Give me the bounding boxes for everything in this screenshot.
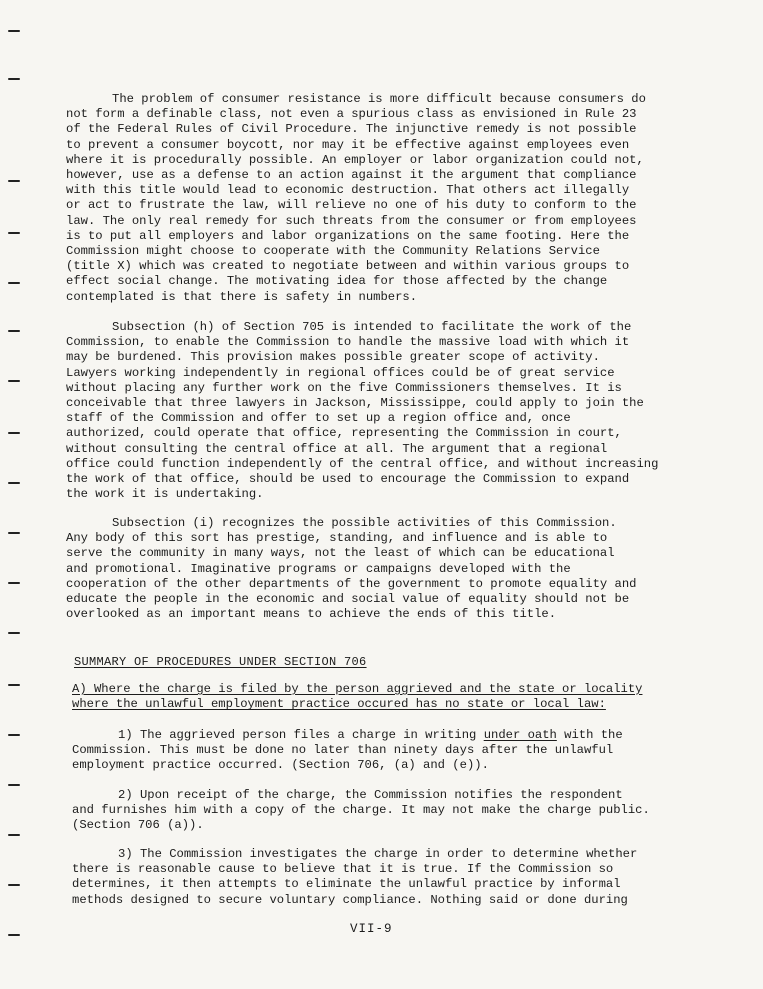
- margin-mark: [8, 784, 20, 786]
- margin-mark: [8, 632, 20, 634]
- margin-mark: [8, 380, 20, 382]
- text-line: determines, it then attempts to eliminate the unlawful practice by informal: [72, 877, 621, 892]
- text-line: effect social change. The motivating idea for those affected by the change: [66, 274, 608, 289]
- text-line: 2) Upon receipt of the charge, the Commission notifies the respondent: [118, 788, 623, 802]
- margin-mark: [8, 532, 20, 534]
- text-line: Subsection (i) recognizes the possible activities of this Commission.: [112, 516, 617, 530]
- text-line: or act to frustrate the law, will relieve no one of his duty to conform to the: [66, 198, 637, 213]
- text-line: where it is procedurally possible. An employer or labor organization could not,: [66, 152, 644, 167]
- text-line: to prevent a consumer boycott, nor may it be effective against employees even: [66, 137, 630, 152]
- step-3: [72, 847, 694, 908]
- text-line: law. The only real remedy for such threats from the consumer or from employees: [66, 213, 637, 228]
- text-line: (title X) which was created to negotiate between and within various groups to: [66, 259, 630, 274]
- text-line: serve the community in many ways, not the least of which can be educational: [66, 546, 615, 561]
- paragraph-subsection-h: [66, 320, 688, 502]
- section-heading: SUMMARY OF PROCEDURES UNDER SECTION 706: [74, 655, 367, 669]
- step-1: [72, 728, 694, 774]
- text-line: conceivable that three lawyers in Jackson, Mississippe, could apply to join the: [66, 396, 644, 411]
- text-line: office could function independently of the central office, and without increasing: [66, 456, 659, 471]
- text-line: staff of the Commission and offer to set up a region office and, once: [66, 411, 571, 426]
- text-line: contemplated is that there is safety in numbers.: [66, 289, 418, 304]
- text-line: cooperation of the other departments of the government to promote equality and: [66, 576, 637, 591]
- margin-mark: [8, 232, 20, 234]
- subheading-case-a: [72, 682, 694, 712]
- text-line: where the unlawful employment practice occured has no state or local law:: [72, 697, 606, 712]
- underlined-phrase: under oath: [483, 728, 557, 742]
- text-line: Commission. This must be done no later than ninety days after the unlawful: [72, 743, 614, 758]
- text-line: overlooked as an important means to achieve the ends of this title.: [66, 607, 557, 622]
- page-number: VII-9: [350, 922, 393, 936]
- margin-mark: [8, 684, 20, 686]
- text-line: educate the people in the economic and social value of equality should not be: [66, 592, 630, 607]
- text-line: with this title would lead to economic destruction. That others act illegally: [66, 183, 630, 198]
- text-line: A) Where the charge is filed by the person aggrieved and the state or locality: [72, 682, 643, 696]
- text-line: there is reasonable cause to believe that it is true. If the Commission so: [72, 862, 614, 877]
- text-line: authorized, could operate that office, representing the Commission in court,: [66, 426, 622, 441]
- margin-mark: [8, 734, 20, 736]
- text-line: 3) The Commission investigates the charge in order to determine whether: [118, 847, 638, 861]
- paragraph-subsection-i: [66, 516, 688, 622]
- margin-mark: [8, 834, 20, 836]
- margin-mark: [8, 582, 20, 584]
- text-line: and promotional. Imaginative programs or campaigns developed with the: [66, 561, 571, 576]
- text-line: employment practice occurred. (Section 706, (a) and (e)).: [72, 758, 489, 773]
- text-line: without placing any further work on the five Commissioners themselves. It is: [66, 380, 622, 395]
- text-line: may be burdened. This provision makes possible greater scope of activity.: [66, 350, 600, 365]
- step-text: 1) The aggrieved person files a charge in writing: [118, 728, 484, 742]
- text-line: is to put all employers and labor organizations on the same footing. Here the: [66, 228, 630, 243]
- text-line: Commission, to enable the Commission to handle the massive load with which it: [66, 335, 630, 350]
- text-line: and furnishes him with a copy of the charge. It may not make the charge public.: [72, 803, 650, 818]
- margin-mark: [8, 282, 20, 284]
- paragraph-consumer-resistance: [66, 92, 688, 305]
- step-2: [72, 788, 694, 834]
- step-text: with the: [556, 728, 623, 742]
- margin-mark: [8, 934, 20, 936]
- text-line: without consulting the central office at all. The argument that a regional: [66, 441, 608, 456]
- margin-mark: [8, 330, 20, 332]
- text-line: Lawyers working independently in regional offices could be of great service: [66, 365, 615, 380]
- text-line: Any body of this sort has prestige, standing, and influence and is able to: [66, 531, 608, 546]
- text-line: the work of that office, should be used to encourage the Commission to expand: [66, 472, 630, 487]
- text-line: not form a definable class, not even a spurious class as envisioned in Rule 23: [66, 107, 637, 122]
- margin-mark: [8, 884, 20, 886]
- margin-mark: [8, 30, 20, 32]
- margin-mark: [8, 78, 20, 80]
- text-line: (Section 706 (a)).: [72, 818, 204, 833]
- margin-mark: [8, 180, 20, 182]
- text-line: [72, 728, 694, 743]
- text-line: methods designed to secure voluntary compliance. Nothing said or done during: [72, 892, 628, 907]
- text-line: Commission might choose to cooperate with the Community Relations Service: [66, 244, 600, 259]
- text-line: however, use as a defense to an action against it the argument that compliance: [66, 168, 637, 183]
- margin-mark: [8, 482, 20, 484]
- text-line: the work it is undertaking.: [66, 487, 264, 502]
- text-line: Subsection (h) of Section 705 is intended to facilitate the work of the: [112, 320, 632, 334]
- margin-mark: [8, 432, 20, 434]
- text-line: of the Federal Rules of Civil Procedure. The injunctive remedy is not possible: [66, 122, 637, 137]
- text-line: The problem of consumer resistance is more difficult because consumers do: [112, 92, 646, 106]
